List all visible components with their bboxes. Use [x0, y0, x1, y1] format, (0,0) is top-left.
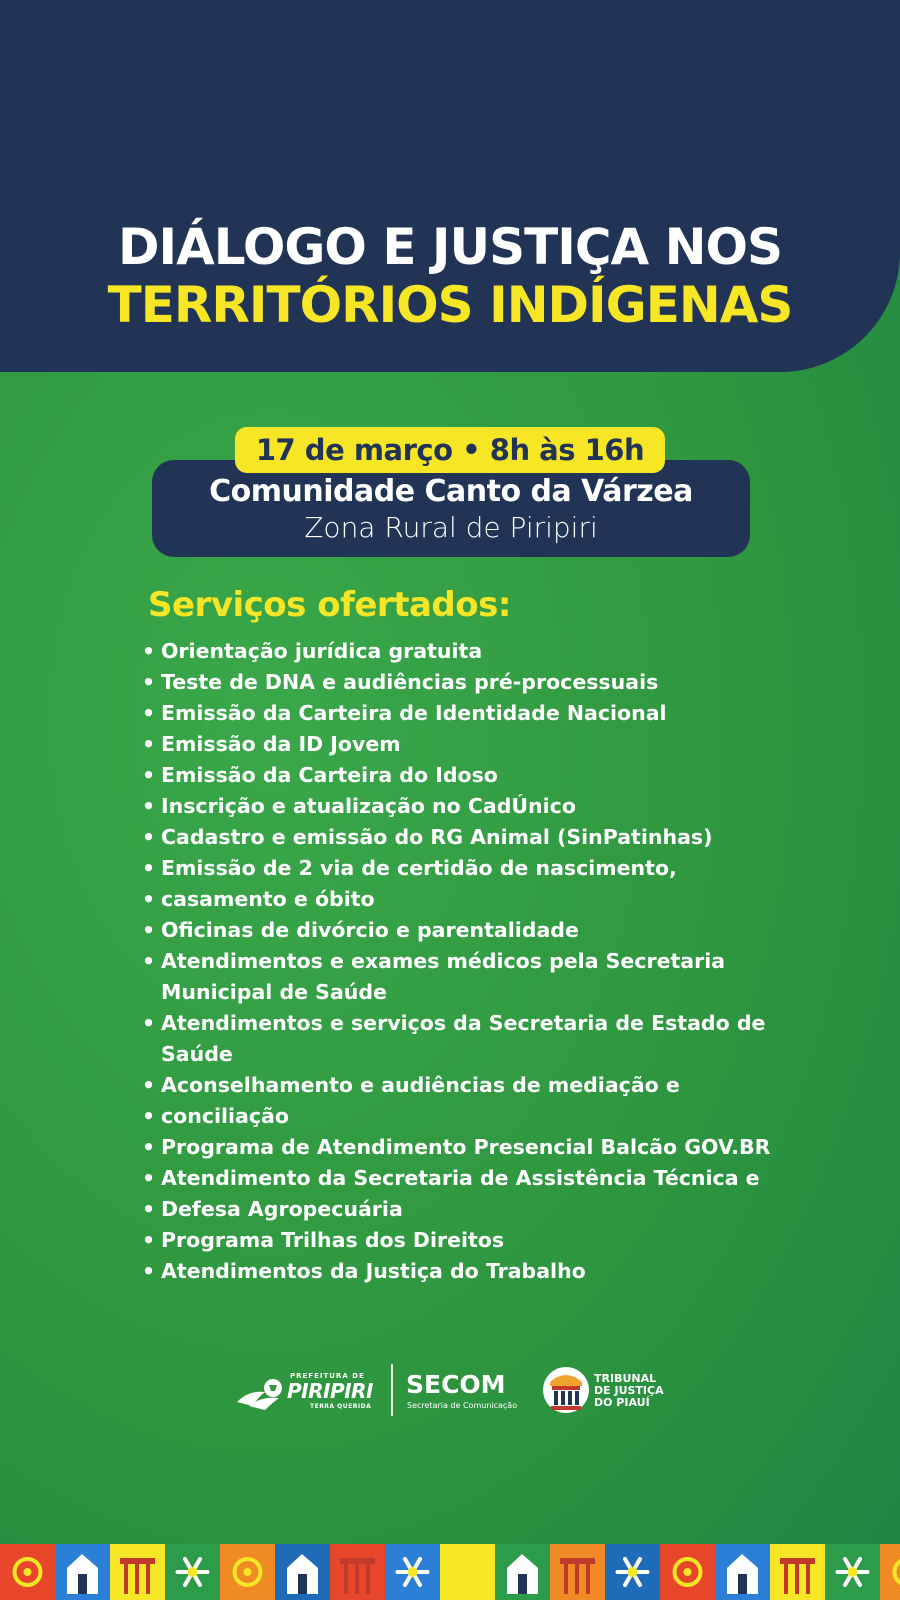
service-item-text: Defesa Agropecuária: [161, 1197, 403, 1221]
service-item: [142, 853, 792, 884]
location-area: Zona Rural de Piripiri: [304, 511, 598, 544]
piripiri-prefix: PREFEITURA DE: [290, 1372, 365, 1380]
bunting-tile: [165, 1544, 220, 1600]
service-item: [142, 1194, 792, 1225]
service-item-text: Atendimento da Secretaria de Assistência Técnica e: [161, 1166, 760, 1190]
piripiri-emblem-icon: [235, 1376, 287, 1412]
service-item-text: conciliação: [161, 1104, 289, 1128]
bunting-tile: [825, 1544, 880, 1600]
location-box: [152, 460, 750, 557]
bunting-tile: [220, 1544, 275, 1600]
bunting-tile: [770, 1544, 825, 1600]
bunting-tile: [110, 1544, 165, 1600]
service-item-text: Teste de DNA e audiências pré-processuais: [161, 670, 659, 694]
list-bullet: •: [142, 1166, 156, 1190]
festive-bunting-border: [0, 1544, 900, 1600]
services-list: [142, 636, 792, 1287]
bunting-tile: [660, 1544, 715, 1600]
service-item: [142, 1256, 792, 1287]
page-title: [0, 218, 900, 334]
list-bullet: •: [142, 1135, 156, 1159]
service-item: [142, 1008, 792, 1070]
service-item-text: Orientação jurídica gratuita: [161, 639, 483, 663]
service-item-text: Oficinas de divórcio e parentalidade: [161, 918, 579, 942]
tjpi-line-1: TRIBUNAL: [594, 1372, 657, 1385]
service-item: [142, 636, 792, 667]
sponsor-logos: [230, 1360, 670, 1420]
list-bullet: •: [142, 701, 156, 725]
secom-name: SECOM: [406, 1370, 506, 1399]
list-bullet: •: [142, 949, 156, 973]
list-bullet: •: [142, 1228, 156, 1252]
bunting-tile: [440, 1544, 495, 1600]
list-bullet: •: [142, 825, 156, 849]
bunting-tile: [330, 1544, 385, 1600]
piripiri-logo: [235, 1370, 385, 1410]
service-item-text: Cadastro e emissão do RG Animal (SinPatinhas): [161, 825, 713, 849]
bunting-tile: [715, 1544, 770, 1600]
piripiri-name: PIRIPIRI: [287, 1379, 373, 1403]
tjpi-line-3: DO PIAUÍ: [594, 1396, 650, 1409]
list-bullet: •: [142, 1073, 156, 1097]
service-item-text: Programa Trilhas dos Direitos: [161, 1228, 505, 1252]
services-heading: Serviços ofertados:: [148, 585, 511, 625]
service-item-text: Atendimentos e serviços da Secretaria de Estado de Saúde: [161, 1011, 766, 1066]
service-item-text: Emissão da Carteira de Identidade Nacional: [161, 701, 667, 725]
service-item: [142, 667, 792, 698]
service-item-text: Emissão da ID Jovem: [161, 732, 401, 756]
service-item-text: Programa de Atendimento Presencial Balcão GOV.BR: [161, 1135, 771, 1159]
list-bullet: •: [142, 763, 156, 787]
secom-subtitle: Secretaria de Comunicação: [407, 1401, 518, 1410]
service-item: [142, 1132, 792, 1163]
tjpi-line-2: DE JUSTIÇA: [594, 1384, 664, 1397]
service-item: [142, 915, 792, 946]
list-bullet: •: [142, 732, 156, 756]
service-item-text: Atendimentos e exames médicos pela Secretaria Municipal de Saúde: [161, 949, 726, 1004]
bunting-tile: [495, 1544, 550, 1600]
bunting-tile: [55, 1544, 110, 1600]
bunting-tile: [0, 1544, 55, 1600]
service-item-text: Atendimentos da Justiça do Trabalho: [161, 1259, 586, 1283]
service-item: [142, 884, 792, 915]
date-time-badge: 17 de março • 8h às 16h: [235, 427, 665, 473]
service-item-text: casamento e óbito: [161, 887, 375, 911]
logo-divider: [391, 1364, 393, 1416]
title-line-1: DIÁLOGO E JUSTIÇA NOS: [118, 218, 782, 276]
service-item: [142, 1225, 792, 1256]
list-bullet: •: [142, 670, 156, 694]
list-bullet: •: [142, 918, 156, 942]
service-item-text: Emissão de 2 via de certidão de nascimento,: [161, 856, 677, 880]
service-item-text: Inscrição e atualização no CadÚnico: [161, 794, 576, 818]
bunting-tile: [385, 1544, 440, 1600]
service-item: [142, 791, 792, 822]
service-item: [142, 946, 792, 1008]
list-bullet: •: [142, 1197, 156, 1221]
bunting-tile: [605, 1544, 660, 1600]
secom-logo: [406, 1370, 526, 1414]
service-item: [142, 729, 792, 760]
list-bullet: •: [142, 794, 156, 818]
list-bullet: •: [142, 1104, 156, 1128]
bunting-tile: [550, 1544, 605, 1600]
list-bullet: •: [142, 887, 156, 911]
list-bullet: •: [142, 1011, 156, 1035]
title-line-2: TERRITÓRIOS INDÍGENAS: [107, 276, 793, 334]
bunting-tile: [880, 1544, 900, 1600]
service-item: [142, 698, 792, 729]
service-item: [142, 1163, 792, 1194]
location-name: Comunidade Canto da Várzea: [209, 474, 693, 509]
service-item-text: Aconselhamento e audiências de mediação e: [161, 1073, 680, 1097]
service-item: [142, 822, 792, 853]
bunting-tile: [275, 1544, 330, 1600]
tjpi-logo: [542, 1360, 682, 1420]
courthouse-icon: [542, 1364, 590, 1416]
list-bullet: •: [142, 856, 156, 880]
service-item: [142, 760, 792, 791]
list-bullet: •: [142, 639, 156, 663]
service-item: [142, 1101, 792, 1132]
list-bullet: •: [142, 1259, 156, 1283]
service-item: [142, 1070, 792, 1101]
tjpi-name: [594, 1373, 684, 1409]
piripiri-tagline: TERRA QUERIDA: [310, 1403, 372, 1410]
service-item-text: Emissão da Carteira do Idoso: [161, 763, 498, 787]
